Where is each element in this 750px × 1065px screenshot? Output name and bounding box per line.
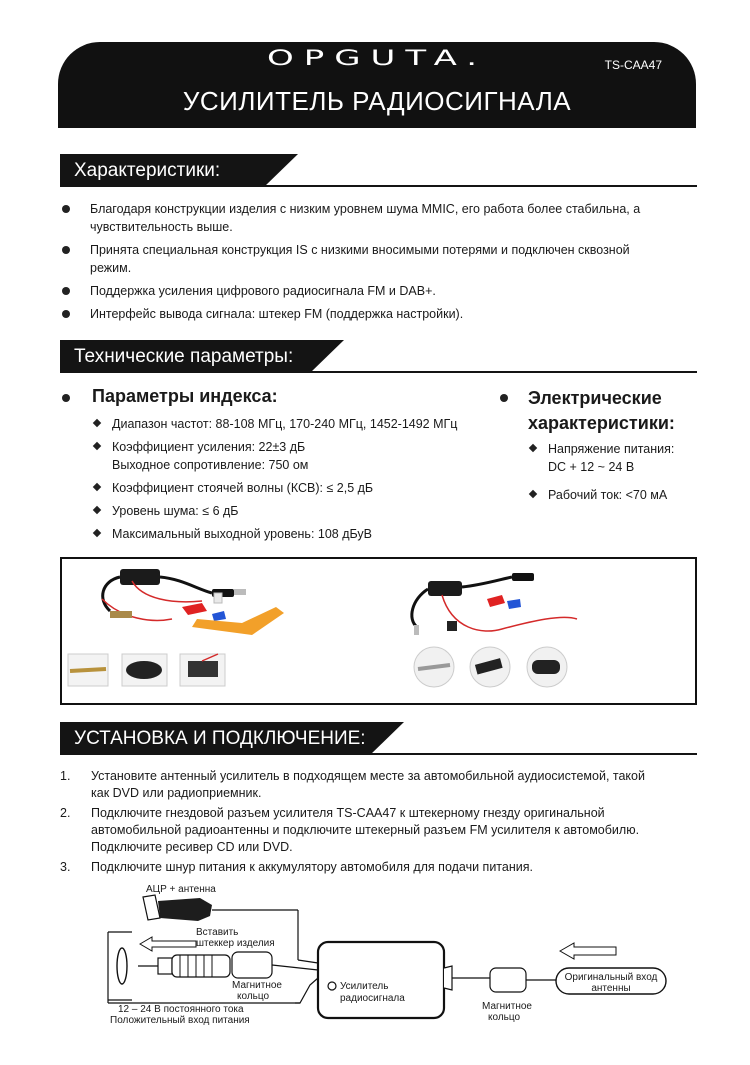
- bullet-dot: [500, 394, 508, 402]
- step-item: [60, 768, 661, 802]
- step-text: Установите антенный усилитель в подходящем месте за автомобильной аудиосистемой, такой как DVD или радиоприемник.: [91, 769, 645, 800]
- original-input-label-1: Оригинальный вход: [564, 972, 658, 983]
- gain-text: Коэффициент усиления: 22±3 дБ: [112, 440, 306, 454]
- tech-heading: Технические параметры:: [60, 340, 310, 373]
- list-item: Поддержка усиления цифрового радиосигнала FM и DAB+.: [60, 282, 700, 300]
- step-item: [60, 805, 691, 856]
- adc-antenna-connector: [143, 895, 298, 921]
- list-item: Уровень шума: ≤ 6 дБ: [92, 502, 492, 520]
- magnetic-ring-right: [490, 968, 526, 992]
- magnetic-ring-right-label-1: Магнитное: [482, 1001, 532, 1012]
- insert-label-1: Вставить: [196, 927, 239, 938]
- amplifier-box-right: [428, 581, 462, 596]
- features-rule: [60, 185, 697, 187]
- amplifier-label-1: Усилитель: [340, 981, 389, 992]
- step-text: Подключите шнур питания к аккумулятору автомобиля для подачи питания.: [91, 860, 533, 874]
- bullet-dot: [62, 394, 70, 402]
- brand-logo: OPGUTA.: [266, 46, 488, 71]
- install-steps: [60, 768, 700, 879]
- amplifier-box: [318, 942, 444, 1018]
- step-number: 3.: [60, 860, 71, 874]
- amplifier-label-2: радиосигнала: [340, 993, 405, 1004]
- list-item: Рабочий ток: <70 мА: [528, 486, 698, 504]
- electrical-heading-line2: характеристики:: [528, 413, 675, 433]
- fm-plug: [138, 955, 230, 977]
- product-photos: [60, 557, 697, 705]
- power-label-2: Положительный вход питания: [110, 1015, 250, 1026]
- index-params-heading: Параметры индекса:: [92, 386, 278, 406]
- original-input-label-2: антенны: [591, 983, 631, 994]
- magnetic-ring-left: [232, 952, 272, 978]
- list-item: Благодаря конструкции изделия с низким уровнем шума MMIC, его работа более стабильна, а чувствительность выше.: [60, 200, 650, 236]
- product-photo-illustration: [62, 559, 695, 703]
- features-heading: Характеристики:: [60, 154, 264, 187]
- install-rule: [60, 753, 697, 755]
- electrical-heading: [528, 386, 675, 436]
- car-socket: [117, 948, 127, 984]
- list-item: Диапазон частот: 88-108 МГц, 170-240 МГц, 1452-1492 МГц: [92, 415, 492, 433]
- electrical-heading-line1: Электрические: [528, 388, 662, 408]
- left-kit-photo: [68, 569, 284, 686]
- electrical-list: [528, 440, 698, 509]
- wiring-diagram: [0, 875, 750, 1065]
- list-item: [528, 440, 698, 476]
- power-label-1: 12 – 24 В постоянного тока: [118, 1004, 244, 1015]
- features-list: [60, 200, 700, 328]
- magnetic-ring-left-label-1: Магнитное: [232, 980, 282, 991]
- list-item: Интерфейс вывода сигнала: штекер FM (поддержка настройки).: [60, 305, 700, 323]
- step-number: 1.: [60, 769, 71, 783]
- step-text: Подключите гнездовой разъем усилителя TS-CAA47 к штекерному гнезду оригинальной автомобильной радиоантенны и подключите штекерный разъем FM усилителя к автомобилю. Подключите ресивер CD или DVD.: [91, 806, 640, 854]
- insert-label-2: штеккер изделия: [196, 938, 275, 949]
- list-item: Принята специальная конструкция IS с низкими вносимыми потерями и подключен сквозной режим.: [60, 241, 630, 277]
- install-heading: УСТАНОВКА И ПОДКЛЮЧЕНИЕ:: [60, 722, 370, 755]
- led-icon: [328, 982, 336, 990]
- list-item: Максимальный выходной уровень: 108 дБуВ: [92, 525, 492, 543]
- voltage-value: DC + 12 ~ 24 В: [548, 460, 635, 474]
- header-banner: [58, 42, 696, 128]
- magnetic-ring-right-label-2: кольцо: [488, 1012, 521, 1023]
- step-number: 2.: [60, 806, 71, 820]
- adc-antenna-label: АЦР + антенна: [146, 884, 216, 895]
- impedance-text: Выходное сопротивление: 750 ом: [112, 458, 309, 472]
- amplifier-box-left: [120, 569, 160, 585]
- model-code: TS-CAA47: [604, 58, 662, 72]
- list-item: Коэффициент стоячей волны (КСВ): ≤ 2,5 дБ: [92, 479, 492, 497]
- voltage-label: Напряжение питания:: [548, 442, 675, 456]
- magnetic-ring-left-label-2: кольцо: [237, 991, 270, 1002]
- list-item: [92, 438, 492, 474]
- index-params-list: [92, 415, 492, 548]
- tech-rule: [60, 371, 697, 373]
- right-kit-photo: [412, 573, 577, 687]
- page-title: УСИЛИТЕЛЬ РАДИОСИГНАЛА: [182, 86, 572, 116]
- step-item: [60, 859, 700, 876]
